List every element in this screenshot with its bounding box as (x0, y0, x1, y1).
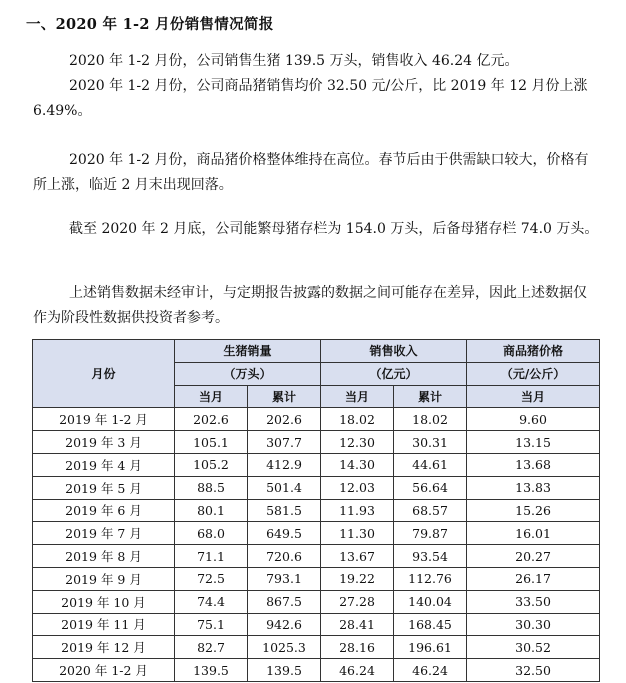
cell-month: 2019 年 11 月 (33, 613, 175, 636)
cell-hog-current: 88.5 (175, 476, 248, 499)
cell-hog-current: 75.1 (175, 613, 248, 636)
cell-rev-current: 18.02 (321, 408, 394, 431)
cell-rev-cumulative: 44.61 (394, 453, 467, 476)
cell-price: 16.01 (467, 522, 600, 545)
header-price-unit: （元/公斤） (467, 362, 600, 385)
cell-rev-current: 12.03 (321, 476, 394, 499)
cell-rev-cumulative: 46.24 (394, 659, 467, 682)
cell-price: 13.15 (467, 431, 600, 454)
cell-month: 2020 年 1-2 月 (33, 659, 175, 682)
cell-price: 13.83 (467, 476, 600, 499)
cell-price: 30.52 (467, 636, 600, 659)
table-row (33, 567, 600, 590)
cell-hog-current: 71.1 (175, 545, 248, 568)
cell-rev-current: 28.41 (321, 613, 394, 636)
header-revenue-unit: （亿元） (321, 362, 467, 385)
header-price: 商品猪价格 (467, 340, 600, 363)
cell-month: 2019 年 4 月 (33, 453, 175, 476)
header-rev-cumulative: 累计 (394, 385, 467, 408)
cell-rev-current: 28.16 (321, 636, 394, 659)
cell-rev-current: 19.22 (321, 567, 394, 590)
header-hog-sales: 生猪销量 (175, 340, 321, 363)
cell-rev-current: 46.24 (321, 659, 394, 682)
table-row (33, 545, 600, 568)
paragraph-sales-summary: 2020 年 1-2 月份，公司销售生猪 139.5 万头，销售收入 46.24 亿元。 (69, 53, 519, 69)
table-row (33, 453, 600, 476)
cell-rev-cumulative: 68.57 (394, 499, 467, 522)
cell-hog-cumulative: 942.6 (248, 613, 321, 636)
cell-hog-cumulative: 867.5 (248, 590, 321, 613)
cell-month: 2019 年 10 月 (33, 590, 175, 613)
cell-hog-cumulative: 501.4 (248, 476, 321, 499)
cell-price: 30.30 (467, 613, 600, 636)
cell-hog-cumulative: 1025.3 (248, 636, 321, 659)
cell-price: 15.26 (467, 499, 600, 522)
paragraph-price-trend: 2020 年 1-2 月份，商品猪价格整体维持在高位。春节后由于供需缺口较大，价格有所上涨，临近 2 月末出现回落。 (33, 152, 589, 193)
cell-price: 20.27 (467, 545, 600, 568)
cell-hog-current: 80.1 (175, 499, 248, 522)
cell-hog-current: 105.1 (175, 431, 248, 454)
cell-month: 2019 年 8 月 (33, 545, 175, 568)
cell-rev-current: 11.93 (321, 499, 394, 522)
cell-hog-cumulative: 139.5 (248, 659, 321, 682)
cell-rev-cumulative: 18.02 (394, 408, 467, 431)
cell-hog-cumulative: 793.1 (248, 567, 321, 590)
cell-hog-current: 202.6 (175, 408, 248, 431)
cell-rev-cumulative: 93.54 (394, 545, 467, 568)
table-row (33, 613, 600, 636)
header-hog-current: 当月 (175, 385, 248, 408)
cell-price: 32.50 (467, 659, 600, 682)
cell-rev-cumulative: 112.76 (394, 567, 467, 590)
table-row (33, 522, 600, 545)
cell-hog-cumulative: 307.7 (248, 431, 321, 454)
header-rev-current: 当月 (321, 385, 394, 408)
cell-rev-current: 13.67 (321, 545, 394, 568)
cell-hog-cumulative: 202.6 (248, 408, 321, 431)
cell-rev-cumulative: 140.04 (394, 590, 467, 613)
cell-hog-current: 68.0 (175, 522, 248, 545)
cell-month: 2019 年 7 月 (33, 522, 175, 545)
table-row (33, 431, 600, 454)
cell-hog-cumulative: 649.5 (248, 522, 321, 545)
cell-rev-cumulative: 30.31 (394, 431, 467, 454)
header-hog-cumulative: 累计 (248, 385, 321, 408)
table-row (33, 499, 600, 522)
paragraph-disclaimer: 上述销售数据未经审计，与定期报告披露的数据之间可能存在差异，因此上述数据仅作为阶段性数据供投资者参考。 (33, 285, 587, 326)
header-month: 月份 (33, 340, 175, 408)
cell-hog-cumulative: 412.9 (248, 453, 321, 476)
table-body (33, 408, 600, 682)
cell-hog-cumulative: 720.6 (248, 545, 321, 568)
table-row (33, 659, 600, 682)
cell-month: 2019 年 5 月 (33, 476, 175, 499)
cell-month: 2019 年 9 月 (33, 567, 175, 590)
header-revenue: 销售收入 (321, 340, 467, 363)
cell-rev-cumulative: 168.45 (394, 613, 467, 636)
cell-hog-current: 105.2 (175, 453, 248, 476)
cell-rev-current: 27.28 (321, 590, 394, 613)
table-row (33, 636, 600, 659)
cell-hog-current: 72.5 (175, 567, 248, 590)
table-row (33, 590, 600, 613)
table-row (33, 476, 600, 499)
header-price-current: 当月 (467, 385, 600, 408)
cell-rev-cumulative: 196.61 (394, 636, 467, 659)
cell-rev-current: 11.30 (321, 522, 394, 545)
cell-month: 2019 年 6 月 (33, 499, 175, 522)
table-row (33, 408, 600, 431)
cell-month: 2019 年 1-2 月 (33, 408, 175, 431)
header-hog-unit: （万头） (175, 362, 321, 385)
cell-hog-cumulative: 581.5 (248, 499, 321, 522)
cell-price: 33.50 (467, 590, 600, 613)
cell-rev-current: 12.30 (321, 431, 394, 454)
cell-price: 13.68 (467, 453, 600, 476)
cell-month: 2019 年 3 月 (33, 431, 175, 454)
cell-rev-cumulative: 56.64 (394, 476, 467, 499)
cell-rev-current: 14.30 (321, 453, 394, 476)
cell-month: 2019 年 12 月 (33, 636, 175, 659)
section-heading: 一、2020 年 1-2 月份销售情况简报 (26, 16, 274, 33)
paragraph-sow-inventory: 截至 2020 年 2 月底，公司能繁母猪存栏为 154.0 万头，后备母猪存栏 74.0 万头。 (69, 221, 599, 237)
cell-hog-current: 74.4 (175, 590, 248, 613)
cell-price: 9.60 (467, 408, 600, 431)
cell-price: 26.17 (467, 567, 600, 590)
cell-hog-current: 139.5 (175, 659, 248, 682)
cell-hog-current: 82.7 (175, 636, 248, 659)
cell-rev-cumulative: 79.87 (394, 522, 467, 545)
monthly-sales-table (32, 339, 600, 682)
paragraph-average-price: 2020 年 1-2 月份，公司商品猪销售均价 32.50 元/公斤，比 2019 年 12 月份上涨 6.49%。 (33, 78, 588, 119)
